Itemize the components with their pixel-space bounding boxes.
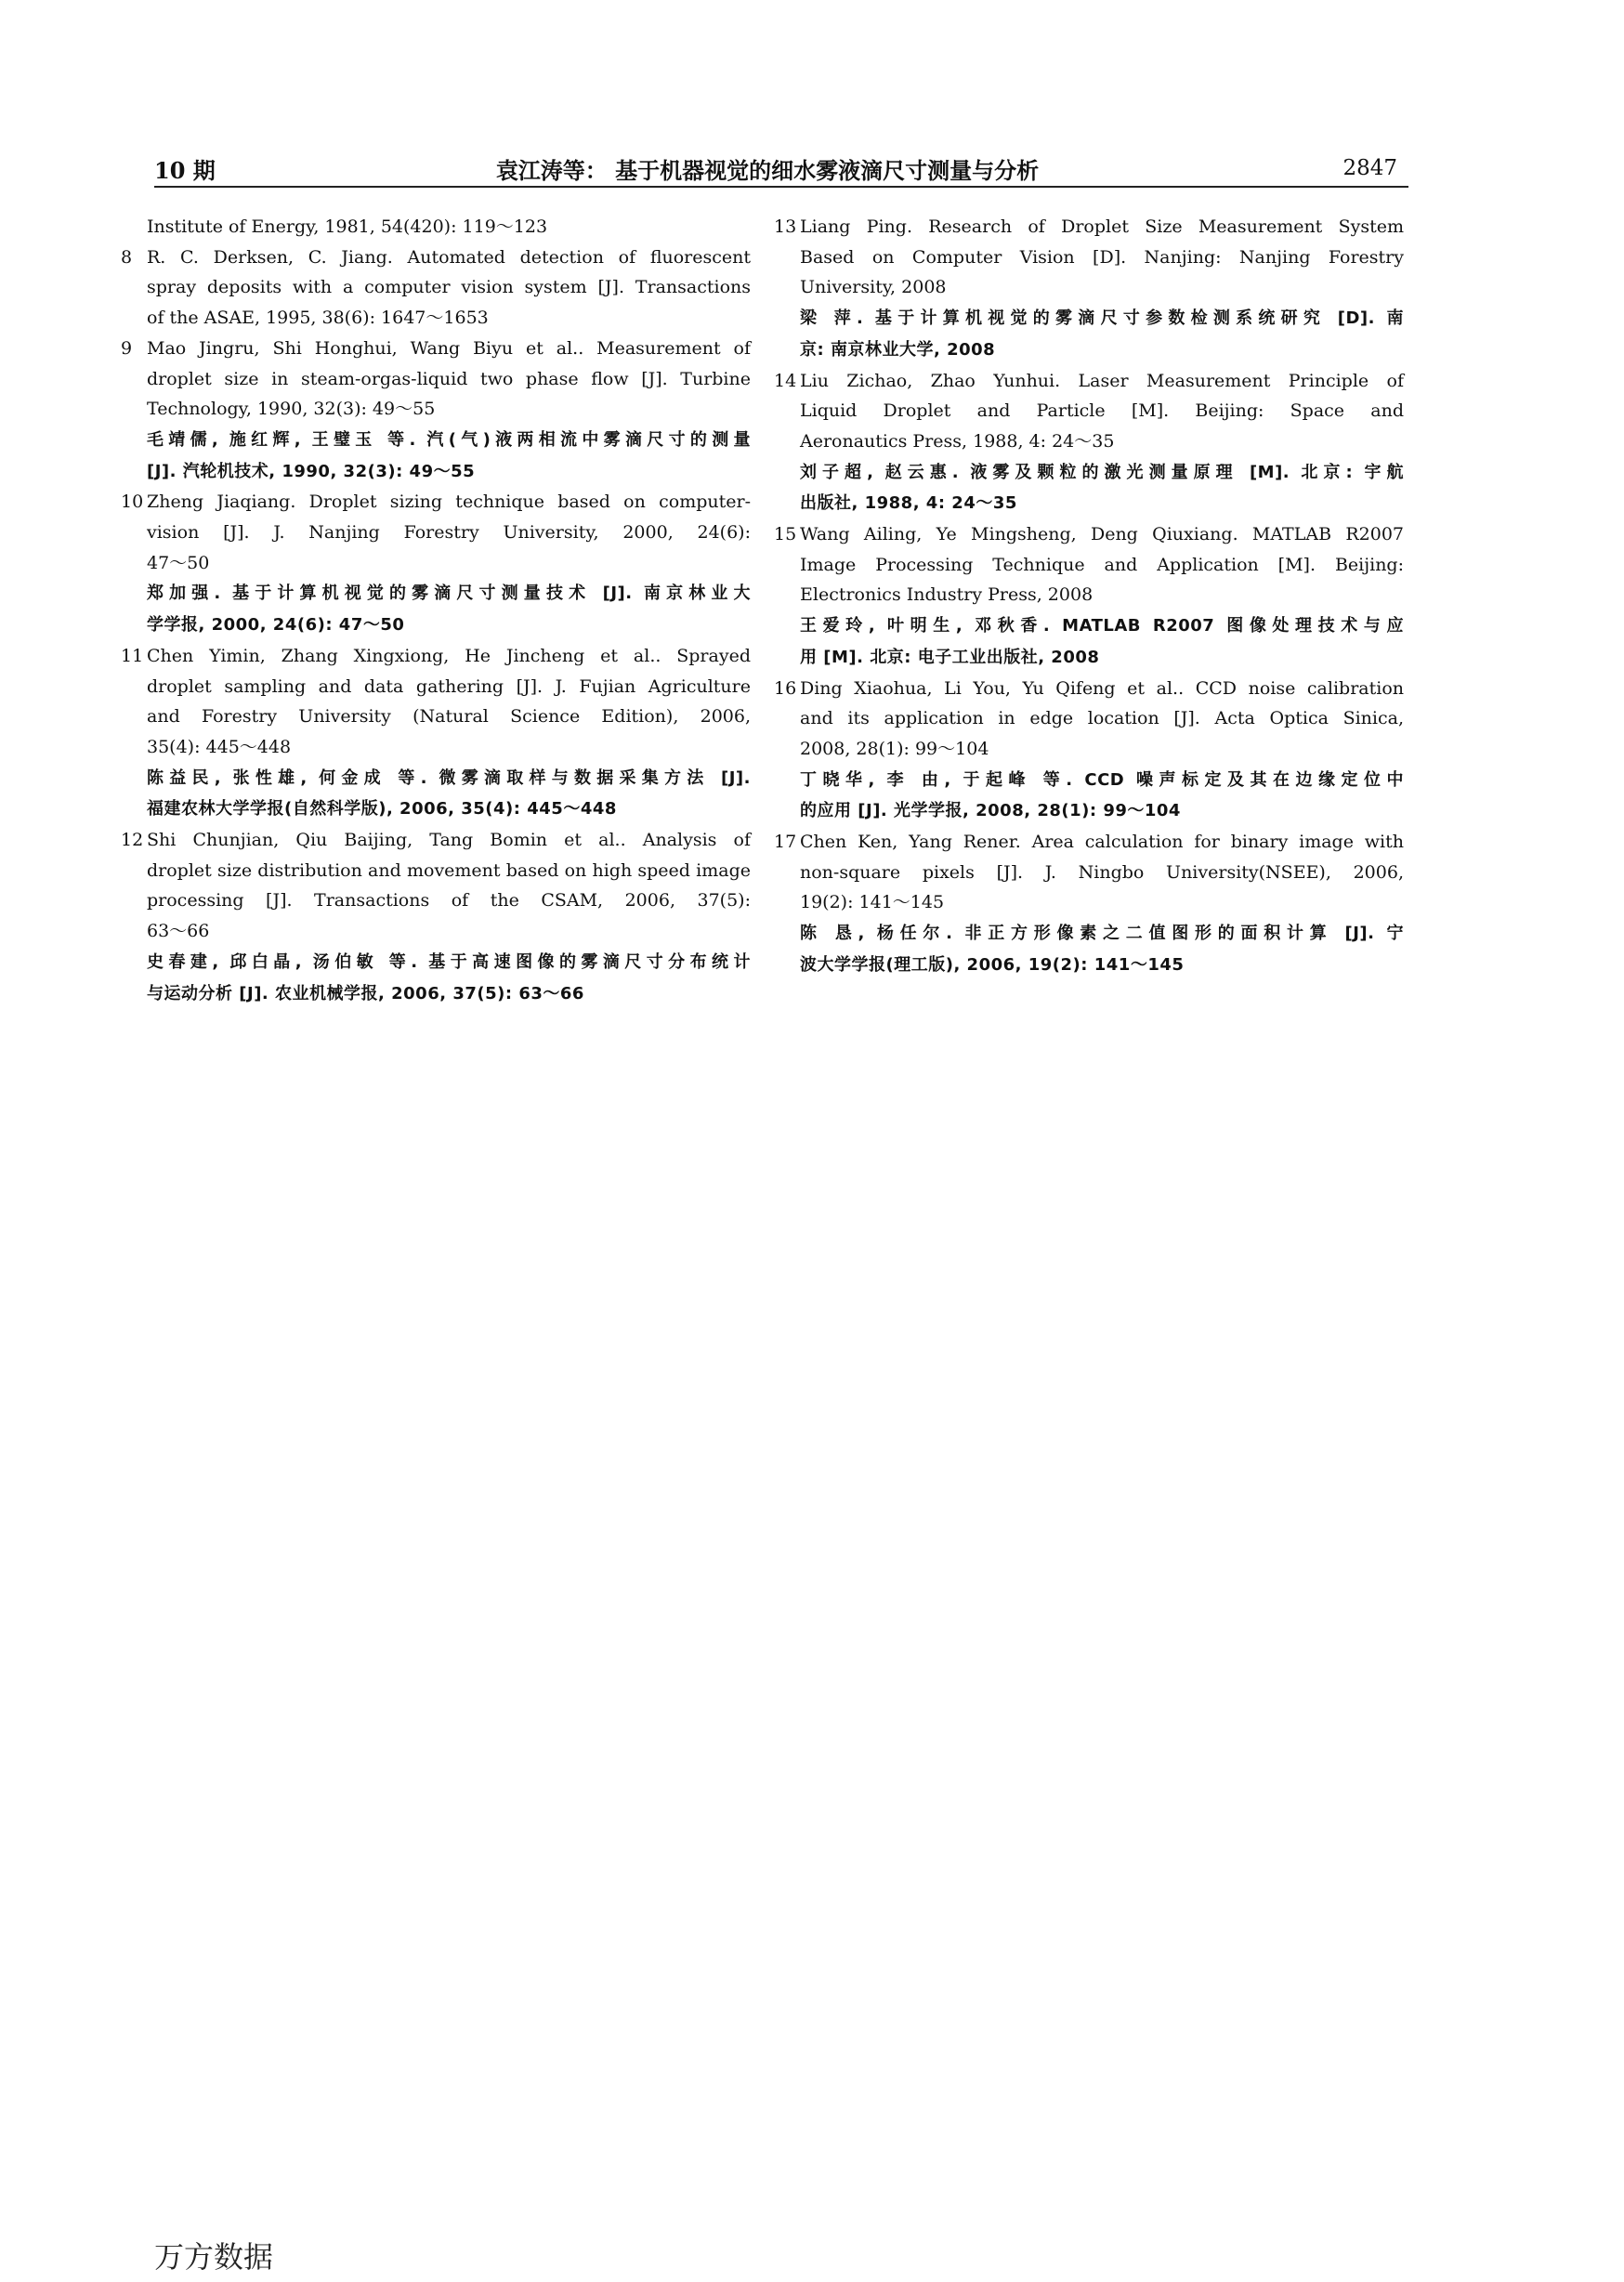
reference-text: Based on Computer Vision [D]. Nanjing: Nanjing Forestry [800,246,1404,268]
reference-line [800,303,1404,334]
reference-text: Electronics Industry Press, 2008 [800,584,1094,606]
reference-line [800,580,1404,610]
reference-text-chinese: 的应用 [J]. 光学学报, 2008, 28(1): 99～104 [800,801,1181,821]
source-watermark: 万方数据 [154,2239,274,2275]
page-number: 2847 [1342,156,1397,180]
reference-text: 47～50 [147,552,210,573]
reference-text: of the ASAE, 1995, 38(6): 1647～1653 [147,308,489,329]
reference-line [800,795,1404,827]
reference-text-chinese: 王爱玲, 叶明生, 邓秋香. MATLAB R2007 图像处理技术与应 [800,616,1404,636]
reference-line [147,303,751,334]
left-reference-column [121,212,751,1009]
reference-line [121,487,751,518]
reference-line [147,732,751,763]
reference-text: Liquid Droplet and Particle [M]. Beijing: Space and [800,400,1404,422]
reference-line [147,885,751,916]
reference-line [800,272,1404,303]
reference-number: 16 [774,677,797,699]
reference-text: R. C. Derksen, C. Jiang. Automated detection of fluorescent [147,246,751,268]
reference-text: droplet size distribution and movement based on high speed image [147,859,751,881]
reference-text: droplet size in steam-orgas-liquid two phase flow [J]. Turbine [147,368,751,389]
reference-text-chinese: 京: 南京林业大学, 2008 [800,339,996,360]
reference-text: Ding Xiaohua, Li You, Yu Qifeng et al.. CCD noise calibration [800,677,1404,699]
reference-entry [121,243,751,334]
reference-line [147,394,751,425]
reference-text: 2008, 28(1): 99～104 [800,738,989,759]
reference-continuation-line: Institute of Energy, 1981, 54(420): 119～123 [147,216,548,237]
reference-number: 8 [121,246,133,268]
reference-text-chinese: 梁 萍. 基于计算机视觉的雾滴尺寸参数检测系统研究 [D]. 南 [800,308,1404,329]
reference-line [800,457,1404,489]
reference-text: University, 2008 [800,277,947,298]
reference-line [800,918,1404,950]
reference-text: Wang Ailing, Ye Mingsheng, Deng Qiuxiang. MATLAB R2007 [800,524,1404,545]
reference-text: Image Processing Technique and Application [M]. Beijing: [800,554,1404,575]
reference-text-chinese: 用 [M]. 北京: 电子工业出版社, 2008 [800,647,1100,667]
reference-entry [774,674,1404,828]
reference-line [800,243,1404,273]
reference-line [121,641,751,672]
reference-entry [774,366,1404,520]
reference-text: Aeronautics Press, 1988, 4: 24～35 [800,430,1115,452]
reference-entry [121,334,751,488]
reference-number: 9 [121,337,133,359]
reference-line [147,702,751,732]
reference-entry [774,827,1404,981]
reference-line [774,827,1404,858]
reference-line [800,950,1404,981]
reference-text: non-square pixels [J]. J. Ningbo University(NSEE), 2006, [800,861,1404,883]
reference-text: and Forestry University (Natural Science Edition), 2006, [147,706,751,728]
reference-line [147,763,751,794]
reference-line [774,366,1404,397]
reference-line [147,793,751,825]
reference-text: 35(4): 445～448 [147,736,292,757]
reference-entry [121,641,751,825]
reference-text: processing [J]. Transactions of the CSAM, 2006, 37(5): [147,890,751,911]
reference-text-chinese: 毛靖儒, 施红辉, 王璧玉 等. 汽(气)液两相流中雾滴尺寸的测量 [147,429,751,450]
reference-line [774,519,1404,550]
reference-text-chinese: 刘子超, 赵云惠. 液雾及颗粒的激光测量原理 [M]. 北京: 宇航 [800,462,1404,482]
reference-line [121,243,751,273]
reference-entry [121,487,751,641]
reference-line [147,610,751,641]
reference-text: and its application in edge location [J]. Acta Optica Sinica, [800,708,1404,729]
reference-text-chinese: 与运动分析 [J]. 农业机械学报, 2006, 37(5): 63～66 [147,983,584,1003]
reference-number: 13 [774,216,797,237]
reference-line [800,858,1404,888]
reference-text: droplet sampling and data gathering [J]. J. Fujian Agriculture [147,675,751,697]
reference-text-chinese: 郑加强. 基于计算机视觉的雾滴尺寸测量技术 [J]. 南京林业大 [147,584,751,604]
reference-text: Liang Ping. Research of Droplet Size Measurement System [800,216,1404,237]
reference-text: Zheng Jiaqiang. Droplet sizing technique based on computer- [147,492,751,513]
reference-line [121,825,751,856]
reference-text-chinese: 丁晓华, 李 由, 于起峰 等. CCD 噪声标定及其在边缘定位中 [800,769,1404,790]
reference-text: Liu Zichao, Zhao Yunhui. Laser Measurement Principle of [800,370,1404,391]
running-title: 袁江涛等： 基于机器视觉的细水雾液滴尺寸测量与分析 [495,157,1040,184]
reference-line [121,334,751,364]
reference-line [800,610,1404,642]
reference-text: Technology, 1990, 32(3): 49～55 [147,399,436,420]
reference-text: 63～66 [147,921,210,942]
reference-text-chinese: [J]. 汽轮机技术, 1990, 32(3): 49～55 [147,461,476,481]
reference-text-chinese: 福建农林大学学报(自然科学版), 2006, 35(4): 445～448 [147,799,617,820]
reference-text: Chen Ken, Yang Rener. Area calculation for binary image with [800,832,1404,853]
reference-text-chinese: 学学报, 2000, 24(6): 47～50 [147,615,405,636]
reference-text-chinese: 史春建, 邱白晶, 汤伯敏 等. 基于高速图像的雾滴尺寸分布统计 [147,951,751,972]
reference-line [800,765,1404,796]
reference-text-chinese: 陈 恳, 杨任尔. 非正方形像素之二值图形的面积计算 [J]. 宁 [800,924,1404,944]
reference-line [800,488,1404,519]
reference-line [147,548,751,579]
reference-line [800,734,1404,765]
reference-line [147,272,751,303]
right-reference-column [774,212,1404,981]
reference-number: 12 [121,830,144,851]
reference-entry [774,519,1404,674]
reference-line [147,425,751,456]
reference-line [147,947,751,978]
reference-line [800,550,1404,581]
reference-line [800,396,1404,426]
reference-text: Mao Jingru, Shi Honghui, Wang Biyu et al.. Measurement of [147,337,751,359]
reference-line [800,887,1404,918]
reference-text: 19(2): 141～145 [800,892,945,913]
reference-line [147,456,751,488]
reference-text: vision [J]. J. Nanjing Forestry University, 2000, 24(6): [147,522,751,544]
reference-line [147,364,751,395]
reference-line [147,916,751,947]
reference-text: Shi Chunjian, Qiu Baijing, Tang Bomin et al.. Analysis of [147,830,751,851]
reference-line [147,518,751,548]
reference-line [147,672,751,702]
reference-line [800,703,1404,734]
reference-text-chinese: 出版社, 1988, 4: 24～35 [800,493,1017,514]
reference-line [800,334,1404,366]
page-header [154,151,1408,188]
reference-line [800,426,1404,457]
reference-text-chinese: 陈益民, 张性雄, 何金成 等. 微雾滴取样与数据采集方法 [J]. [147,767,751,788]
reference-entry [121,825,751,1009]
reference-text: Chen Yimin, Zhang Xingxiong, He Jincheng et al.. Sprayed [147,645,751,666]
reference-number: 15 [774,524,797,545]
reference-text: spray deposits with a computer vision system [J]. Transactions [147,277,751,298]
reference-number: 10 [121,492,144,513]
reference-number: 14 [774,370,797,391]
reference-line [774,212,1404,243]
issue-number: 10 期 [154,157,216,184]
reference-line [147,578,751,610]
reference-entry [774,212,1404,366]
reference-line [774,674,1404,704]
reference-text-chinese: 波大学学报(理工版), 2006, 19(2): 141～145 [800,954,1185,975]
reference-line [800,642,1404,674]
reference-number: 17 [774,832,797,853]
reference-line [147,978,751,1010]
reference-line [147,856,751,886]
reference-number: 11 [121,645,144,666]
